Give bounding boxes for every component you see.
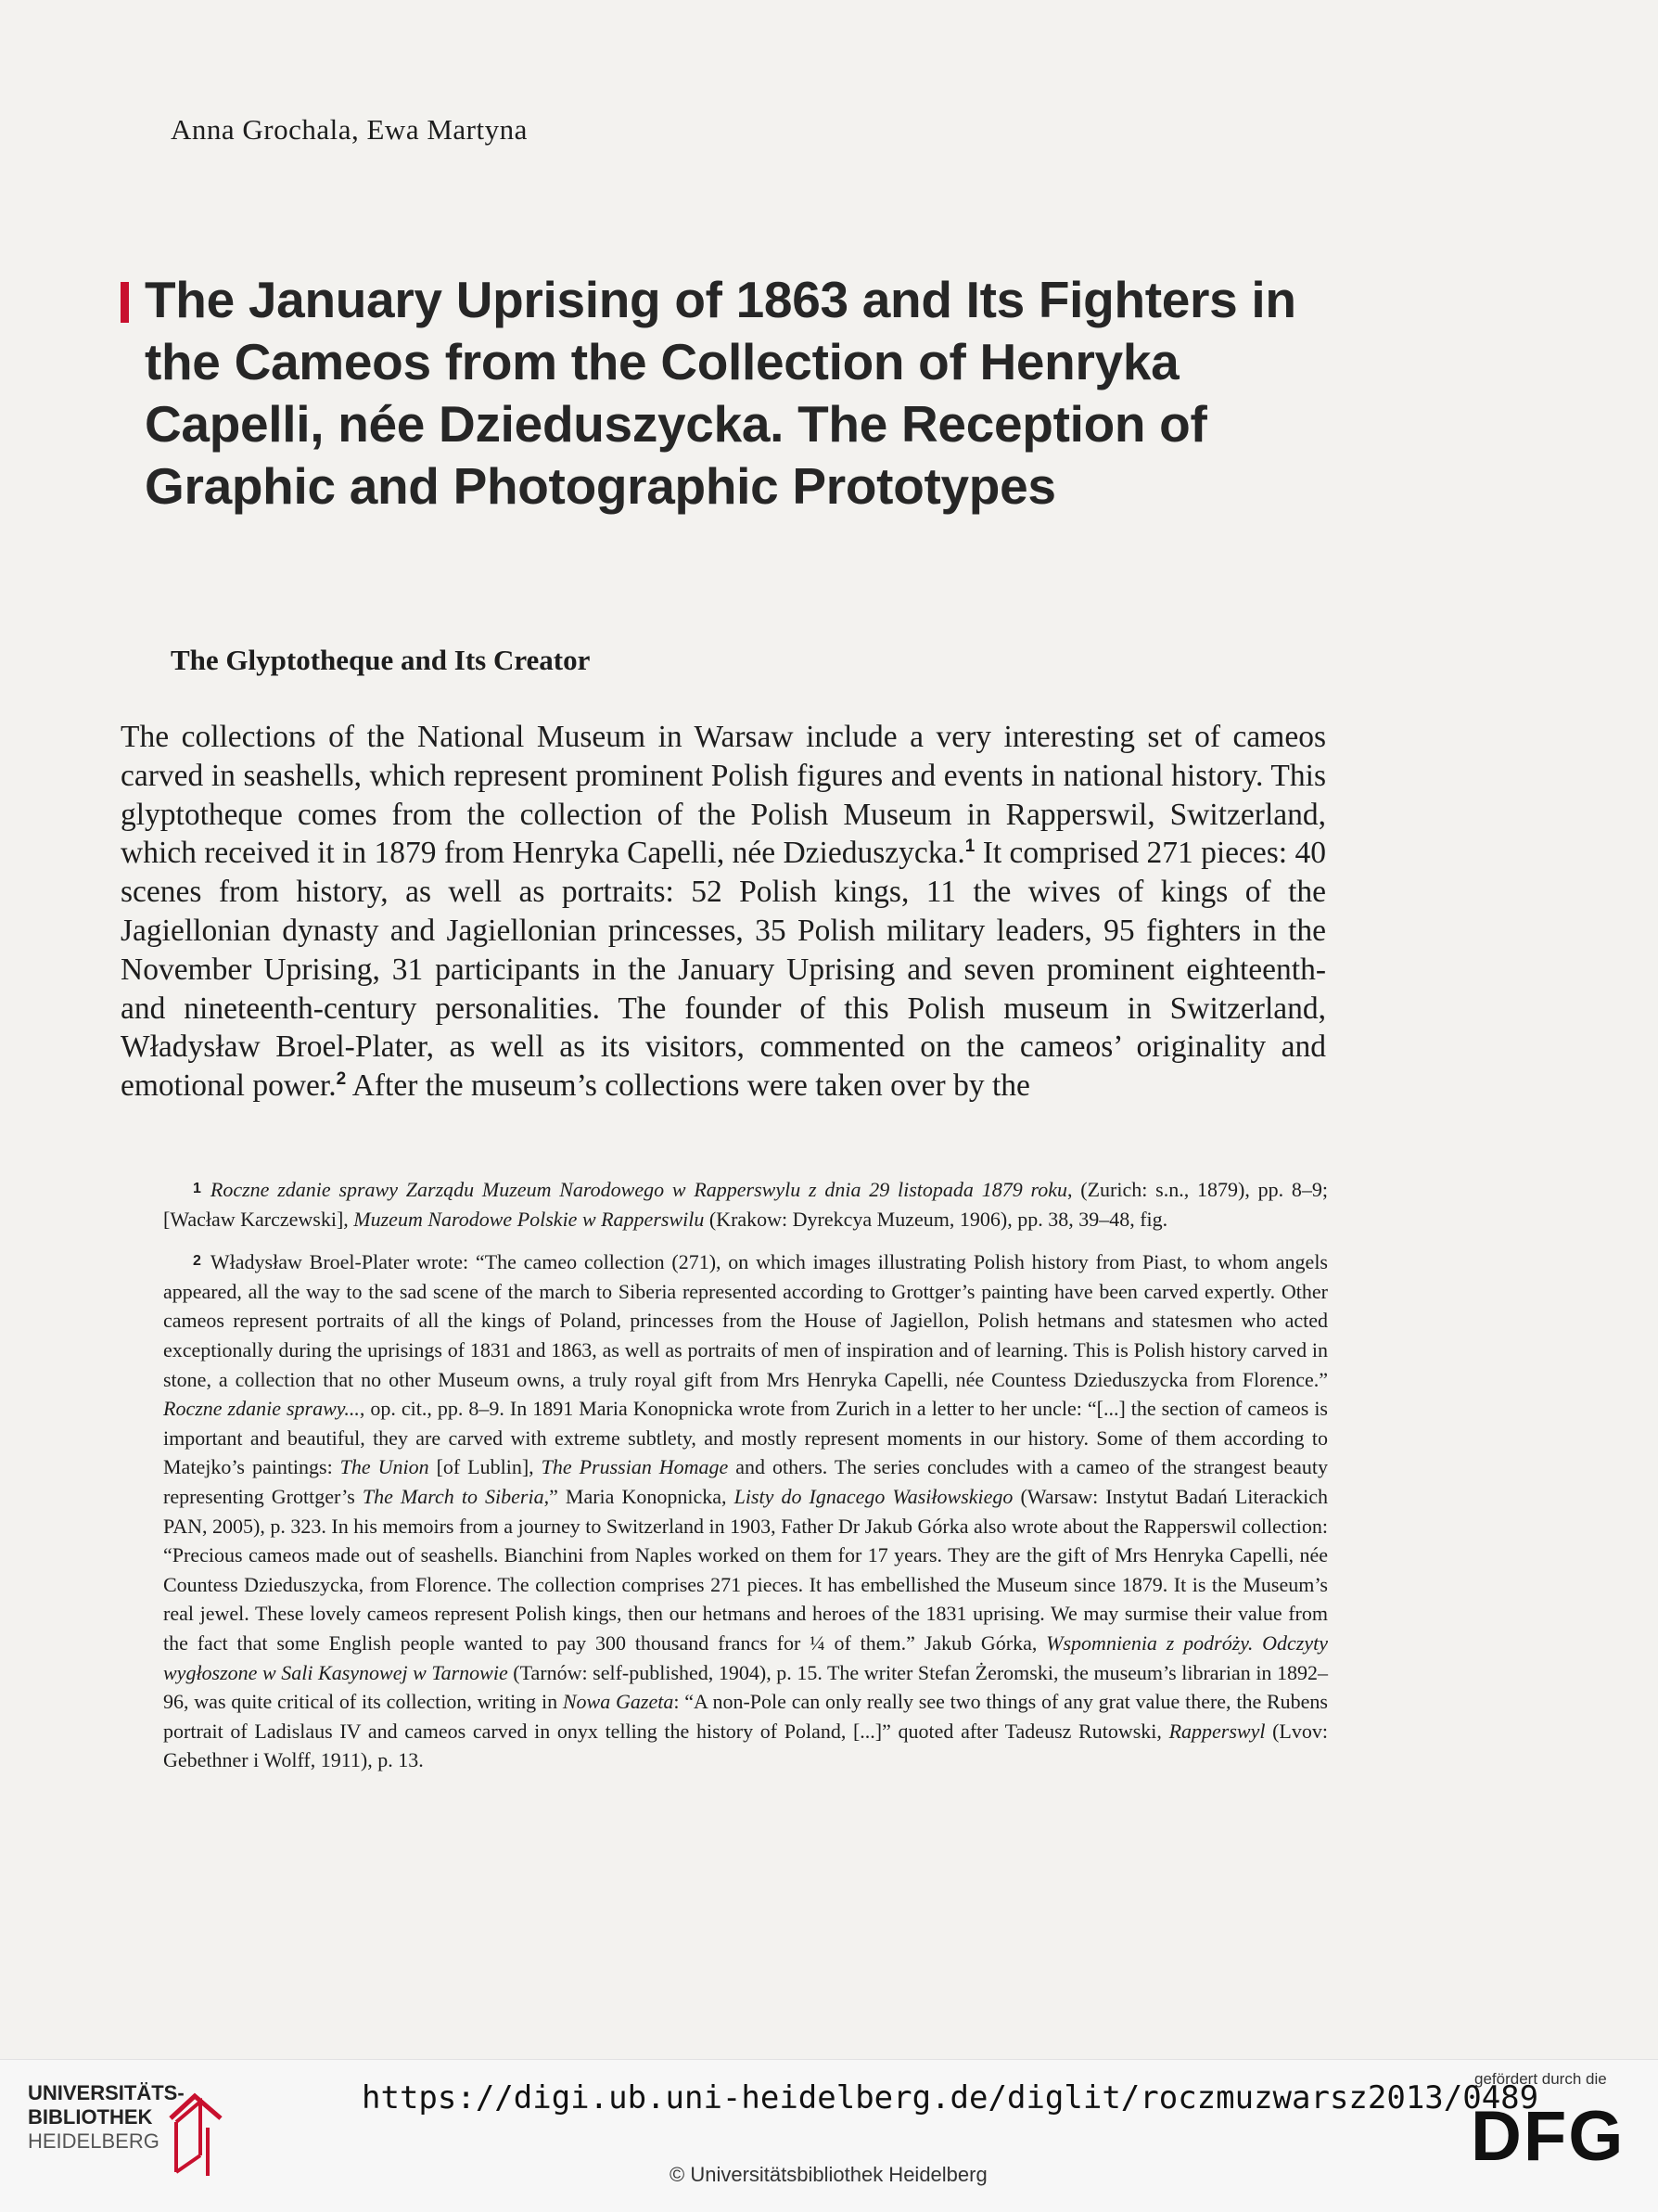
footnote-text: : “A non-Pole can only really see two things of any grat value there, the Rubens portrait of Ladislaus IV and cameos carved in onyx telling the history of Poland, [...]” quoted after Tadeusz Rutowski, — [163, 1690, 1328, 1743]
funding-notice: gefördert durch die — [1474, 2070, 1607, 2088]
body-text-part: It comprised 271 pieces: 40 scenes from history, as well as portraits: 52 Polish kings, 11 the wives of kings of the Jagiellonian dynasty and Jagiellonian princesses, 35 Polish military leaders, 95 fighters in the November Uprising, 31 participants in the January Uprising and seven prominent eighteenth- and nineteenth-century personalities. The founder of this Polish museum in Switzerland, Władysław Broel-Plater, as well as its visitors, commented on the cameos’ originality and emotional power. — [121, 836, 1326, 1104]
footnote-2 — [163, 1247, 1328, 1775]
citation-title: Muzeum Narodowe Polskie w Rapperswilu — [353, 1207, 705, 1231]
library-name-line: HEIDELBERG — [28, 2129, 159, 2153]
article-authors: Anna Grochala, Ewa Martyna — [171, 113, 528, 146]
footnote-reference[interactable]: 2 — [336, 1069, 347, 1090]
title-accent-bar — [121, 282, 129, 323]
body-text-part: After the museum’s collections were taken over by the — [346, 1068, 1030, 1104]
dfg-logo[interactable]: DFG — [1471, 2097, 1626, 2176]
body-text-part: The collections of the National Museum in Warsaw include a very interesting set of cameos carved in seashells, which represent prominent Polish figures and events in national history. This glyptotheque comes from the collection of the Polish Museum in Rapperswil, Switzerland, which received it in 1879 from Henryka Capelli, née Dzieduszycka. — [121, 720, 1326, 871]
footnote-text: Władysław Broel-Plater wrote: “The cameo collection (271), on which images illustrating Polish history from Piast, to whom angels appeared, all the way to the sad scene of the march to Siberia represented according to Grottger’s painting have been carved expertly. Other cameos represent portraits of all the kings of Poland, princesses from the House of Jagiellon, Polish hetmans and statesmen who acted exceptionally during the uprisings of 1831 and 1863, as well as portraits of men of inspiration and of learning. This is Polish history carved in stone, a collection that no other Museum owns, a truly royal gift from Mrs Henryka Capelli, née Countess Dzieduszycka from Florence.” — [163, 1250, 1328, 1391]
citation-title: The Prussian Homage — [541, 1455, 729, 1479]
citation-title: Roczne zdanie sprawy Zarządu Muzeum Narodowego w Rapperswylu z dnia 29 listopada 1879 roku — [210, 1178, 1067, 1201]
footnote-number: 1 — [193, 1181, 201, 1196]
footnote-reference[interactable]: 1 — [964, 837, 976, 857]
library-name-line: BIBLIOTHEK — [28, 2105, 153, 2129]
footnote-text: (Tarnów: self-published, 1904), p. 15. The writer Stefan Żeromski, the museum’s librarian in 1892–96, was quite critical of its collection, writing in — [163, 1660, 1329, 1714]
citation-title: Nowa Gazeta — [562, 1690, 674, 1714]
article-title-block — [121, 269, 1345, 518]
citation-title: Listy do Ignacego Wasiłowskiego — [733, 1484, 1014, 1508]
citation-title: The Union — [339, 1455, 429, 1479]
body-paragraph — [121, 718, 1326, 1106]
footnote-text: (Warsaw: Instytut Badań Literackich PAN, 2005), p. 323. In his memoirs from a journey to Switzerland in 1903, Father Dr Jakub Górka also wrote about the Rapperswil collection: “Precious cameos made out of seashells. Bianchini from Naples worked on them for 17 years. They are the gift of Mrs Henryka Capelli, née Countess Dzieduszycka, from Florence. The collection comprises 271 pieces. It has embellished the Museum since 1879. It is the Museum’s real jewel. These lovely cameos represent Polish kings, then our hetmans and heroes of the 1831 uprising. We may surmise their value from the fact that some English people wanted to pay 300 thousand francs for ¼ of them.” Jakub Górka, — [163, 1484, 1328, 1655]
library-logo-icon — [163, 2091, 228, 2180]
footnote-text: (Lvov: Gebethner i Wolff, 1911), p. 13. — [163, 1719, 1328, 1772]
citation-title: Rapperswyl — [1168, 1719, 1266, 1743]
library-name-line: UNIVERSITÄTS- — [28, 2081, 185, 2104]
copyright-notice: © Universitätsbibliothek Heidelberg — [670, 2163, 988, 2186]
citation-title: Wspomnienia z podróży. Odczyty wygłoszone w Sali Kasynowej w Tarnowie — [163, 1630, 1329, 1684]
footnote-text: ,” Maria Konopnicka, — [543, 1484, 734, 1508]
article-title: The January Uprising of 1863 and Its Fighters in the Cameos from the Collection of Henryka Capelli, née Dzieduszycka. The Reception of Graphic and Photographic Prototypes — [145, 271, 1296, 515]
footnotes-section — [163, 1174, 1328, 1788]
section-heading: The Glyptotheque and Its Creator — [171, 644, 591, 676]
footnote-text: , (Zurich: s.n., 1879), pp. 8–9; [Wacław Karczewski], — [163, 1178, 1328, 1231]
citation-title: The March to Siberia — [362, 1484, 544, 1508]
footnote-1 — [163, 1174, 1328, 1234]
footnote-number: 2 — [193, 1253, 201, 1270]
permalink-url[interactable]: https://digi.ub.uni-heidelberg.de/diglit/roczmuzwarsz2013/0489 — [362, 2079, 1539, 2116]
citation-title: Roczne zdanie sprawy... — [163, 1397, 360, 1421]
footnote-text: , op. cit., pp. 8–9. In 1891 Maria Konopnicka wrote from Zurich in a letter to her uncle: “[...] the section of cameos is important and beautiful, they are carved with extreme subtlety, and mostly represent moments in our history. Some of them according to Matejko’s paintings: — [163, 1397, 1328, 1479]
footnote-text: [of Lublin], — [428, 1455, 542, 1479]
footnote-text: (Krakow: Dyrekcya Muzeum, 1906), pp. 38, 39–48, fig. — [704, 1207, 1168, 1231]
footnote-text: and others. The series concludes with a cameo of the strangest beauty representing Grottger’s — [163, 1455, 1328, 1508]
